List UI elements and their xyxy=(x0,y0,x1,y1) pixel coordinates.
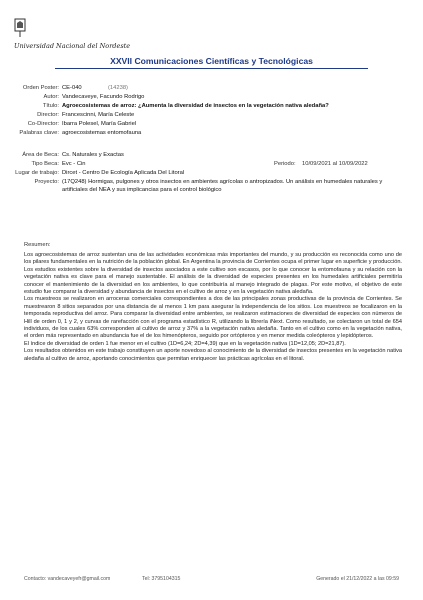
meta-row-lugar xyxy=(0,169,423,178)
director-value: Francescinni, María Celeste xyxy=(62,112,135,118)
page-footer xyxy=(24,576,399,584)
footer-generado: Generado el 21/12/2022 a las 09:59 xyxy=(316,576,399,582)
poster-metadata xyxy=(0,84,423,196)
resumen-paragraph: El índice de diversidad de orden 1 fue menor en el cultivo (1D=6,24; 2D=4,39) que en la vegetación nativa (1D=12,05; 2D=21,87). xyxy=(24,340,346,347)
codirector-label: Co-Director: xyxy=(27,121,59,127)
periodo-label: Periodo: xyxy=(274,161,296,167)
palabras-clave-label: Palabras clave: xyxy=(19,130,59,136)
meta-row-area xyxy=(0,151,423,160)
resumen-label: Resumen: xyxy=(24,242,51,248)
orden-poster-label: Orden Poster: xyxy=(22,85,59,91)
meta-row-autor xyxy=(0,93,423,102)
proyecto-label: Proyecto: xyxy=(34,179,59,185)
resumen-paragraph: Los resultados obtenidos en este trabajo constituyen un aporte novedoso al conocimiento de la diversidad de insectos presentes en la vegetación nativa aledaña al cultivo de arroz, aportando conocimientos que permitan enriquecer las prácticas agrícolas en el litoral. xyxy=(24,348,402,362)
meta-row-titulo xyxy=(0,102,423,111)
title-divider xyxy=(55,68,368,69)
footer-tel: Tel: 3795104315 xyxy=(142,576,181,582)
area-beca-label: Área de Beca: xyxy=(22,152,59,158)
meta-row-orden xyxy=(0,84,423,93)
titulo-label: Título: xyxy=(42,103,59,109)
tipo-beca-label: Tipo Beca: xyxy=(31,161,59,167)
university-logo xyxy=(14,18,131,58)
autor-value: Vandecaveye, Facundo Rodrigo xyxy=(62,94,145,100)
meta-row-palabras xyxy=(0,129,423,138)
codirector-value: Ibarra Polesel, María Gabriel xyxy=(62,121,137,127)
lugar-trabajo-label: Lugar de trabajo: xyxy=(15,170,59,176)
area-beca-value: Cs. Naturales y Exactas xyxy=(62,152,124,158)
logo-text: Universidad Nacional del Nordeste xyxy=(14,42,131,50)
periodo-value: 10/09/2021 al 10/09/2022 xyxy=(302,161,368,167)
meta-row-codirector xyxy=(0,120,423,129)
orden-poster-value: CE-040 xyxy=(62,85,82,91)
footer-contacto: Contacto: vandecaveyefr@gmail.com xyxy=(24,576,111,582)
autor-label: Autor: xyxy=(43,94,59,100)
titulo-value: Agroecosistemas de arroz: ¿Aumenta la diversidad de insectos en la vegetación nativa aledaña? xyxy=(62,103,329,109)
resumen-paragraph: Los muestreos se realizaron en arroceras comerciales correspondientes a dos de las principales zonas productivas de la provincia de Corrientes. Se muestrearon 8 sitios separados por una distancia de al menos 1 km para asegurar la independencia de los sitios. Los muestreos se focalizaron en la temporada reproductiva del arroz. Para comparar la diversidad entre ambientes, se realizaron estimaciones de diversidad de especies con números de Hill de orden 0, 1 y 2, y curvas de rarefacción con el programa estadístico R, utilizando la librería iNext. Como resultado, se colectaron un total de 654 individuos, de los cuales 63% corresponden al cultivo de arroz y 37% a la vegetación nativa aledaña. Tanto en el cultivo como en la vegetación nativa, el orden más representado en abundancia fue el de los himenópteros, seguido por ortópteros y en menor medida coleópteros y lepidópteros. xyxy=(24,296,402,340)
tipo-beca-value: Evc - Cin xyxy=(62,161,86,167)
crest-icon xyxy=(14,18,26,38)
palabras-clave-value: agroecosistemas entomofauna xyxy=(62,130,142,136)
director-label: Director: xyxy=(37,112,59,118)
meta-row-proyecto xyxy=(0,178,423,196)
resumen-paragraph: Los agroecosistemas de arroz sustentan una de las actividades económicas más importantes del mundo, y su producción es reconocida como uno de los pilares fundamentales en la nutrición de la población global. En Argentina la provincia de Corrientes ocupa el primer lugar en superficie y producción. Los estudios existentes sobre la diversidad de insectos asociados a este cultivo son escasos, por lo que conocer la entomofauna y su relación con la vegetación nativa es clave para el manejo sustentable. El análisis de la diversidad de especies presentes en los humedales artificiales permitiría conocer el mantenimiento de la diversidad en los ambientes, lo que contribuiría al manejo integrado de plagas. Por este motivo, el objetivo de este estudio fue comparar la diversidad y abundancia de insectos en el cultivo de arroz y en la vegetación nativa aledaña. xyxy=(24,252,402,296)
proyecto-value: (17Q248) Hormigas, pulgones y otros insectos en ambientes agrícolas o antropizados. Un análisis en humedales naturales y artificiales del NEA y sus implicancias para el control biológico xyxy=(62,179,383,193)
meta-row-director xyxy=(0,111,423,120)
meta-spacer xyxy=(0,138,423,151)
resumen-body xyxy=(24,252,402,363)
orden-poster-extra: (14238) xyxy=(108,85,128,91)
lugar-trabajo-value: Dircet - Centro De Ecología Aplicada Del Litoral xyxy=(62,170,185,176)
page-title: XXVII Comunicaciones Científicas y Tecnológicas xyxy=(110,56,313,66)
meta-row-tipo xyxy=(0,160,423,169)
